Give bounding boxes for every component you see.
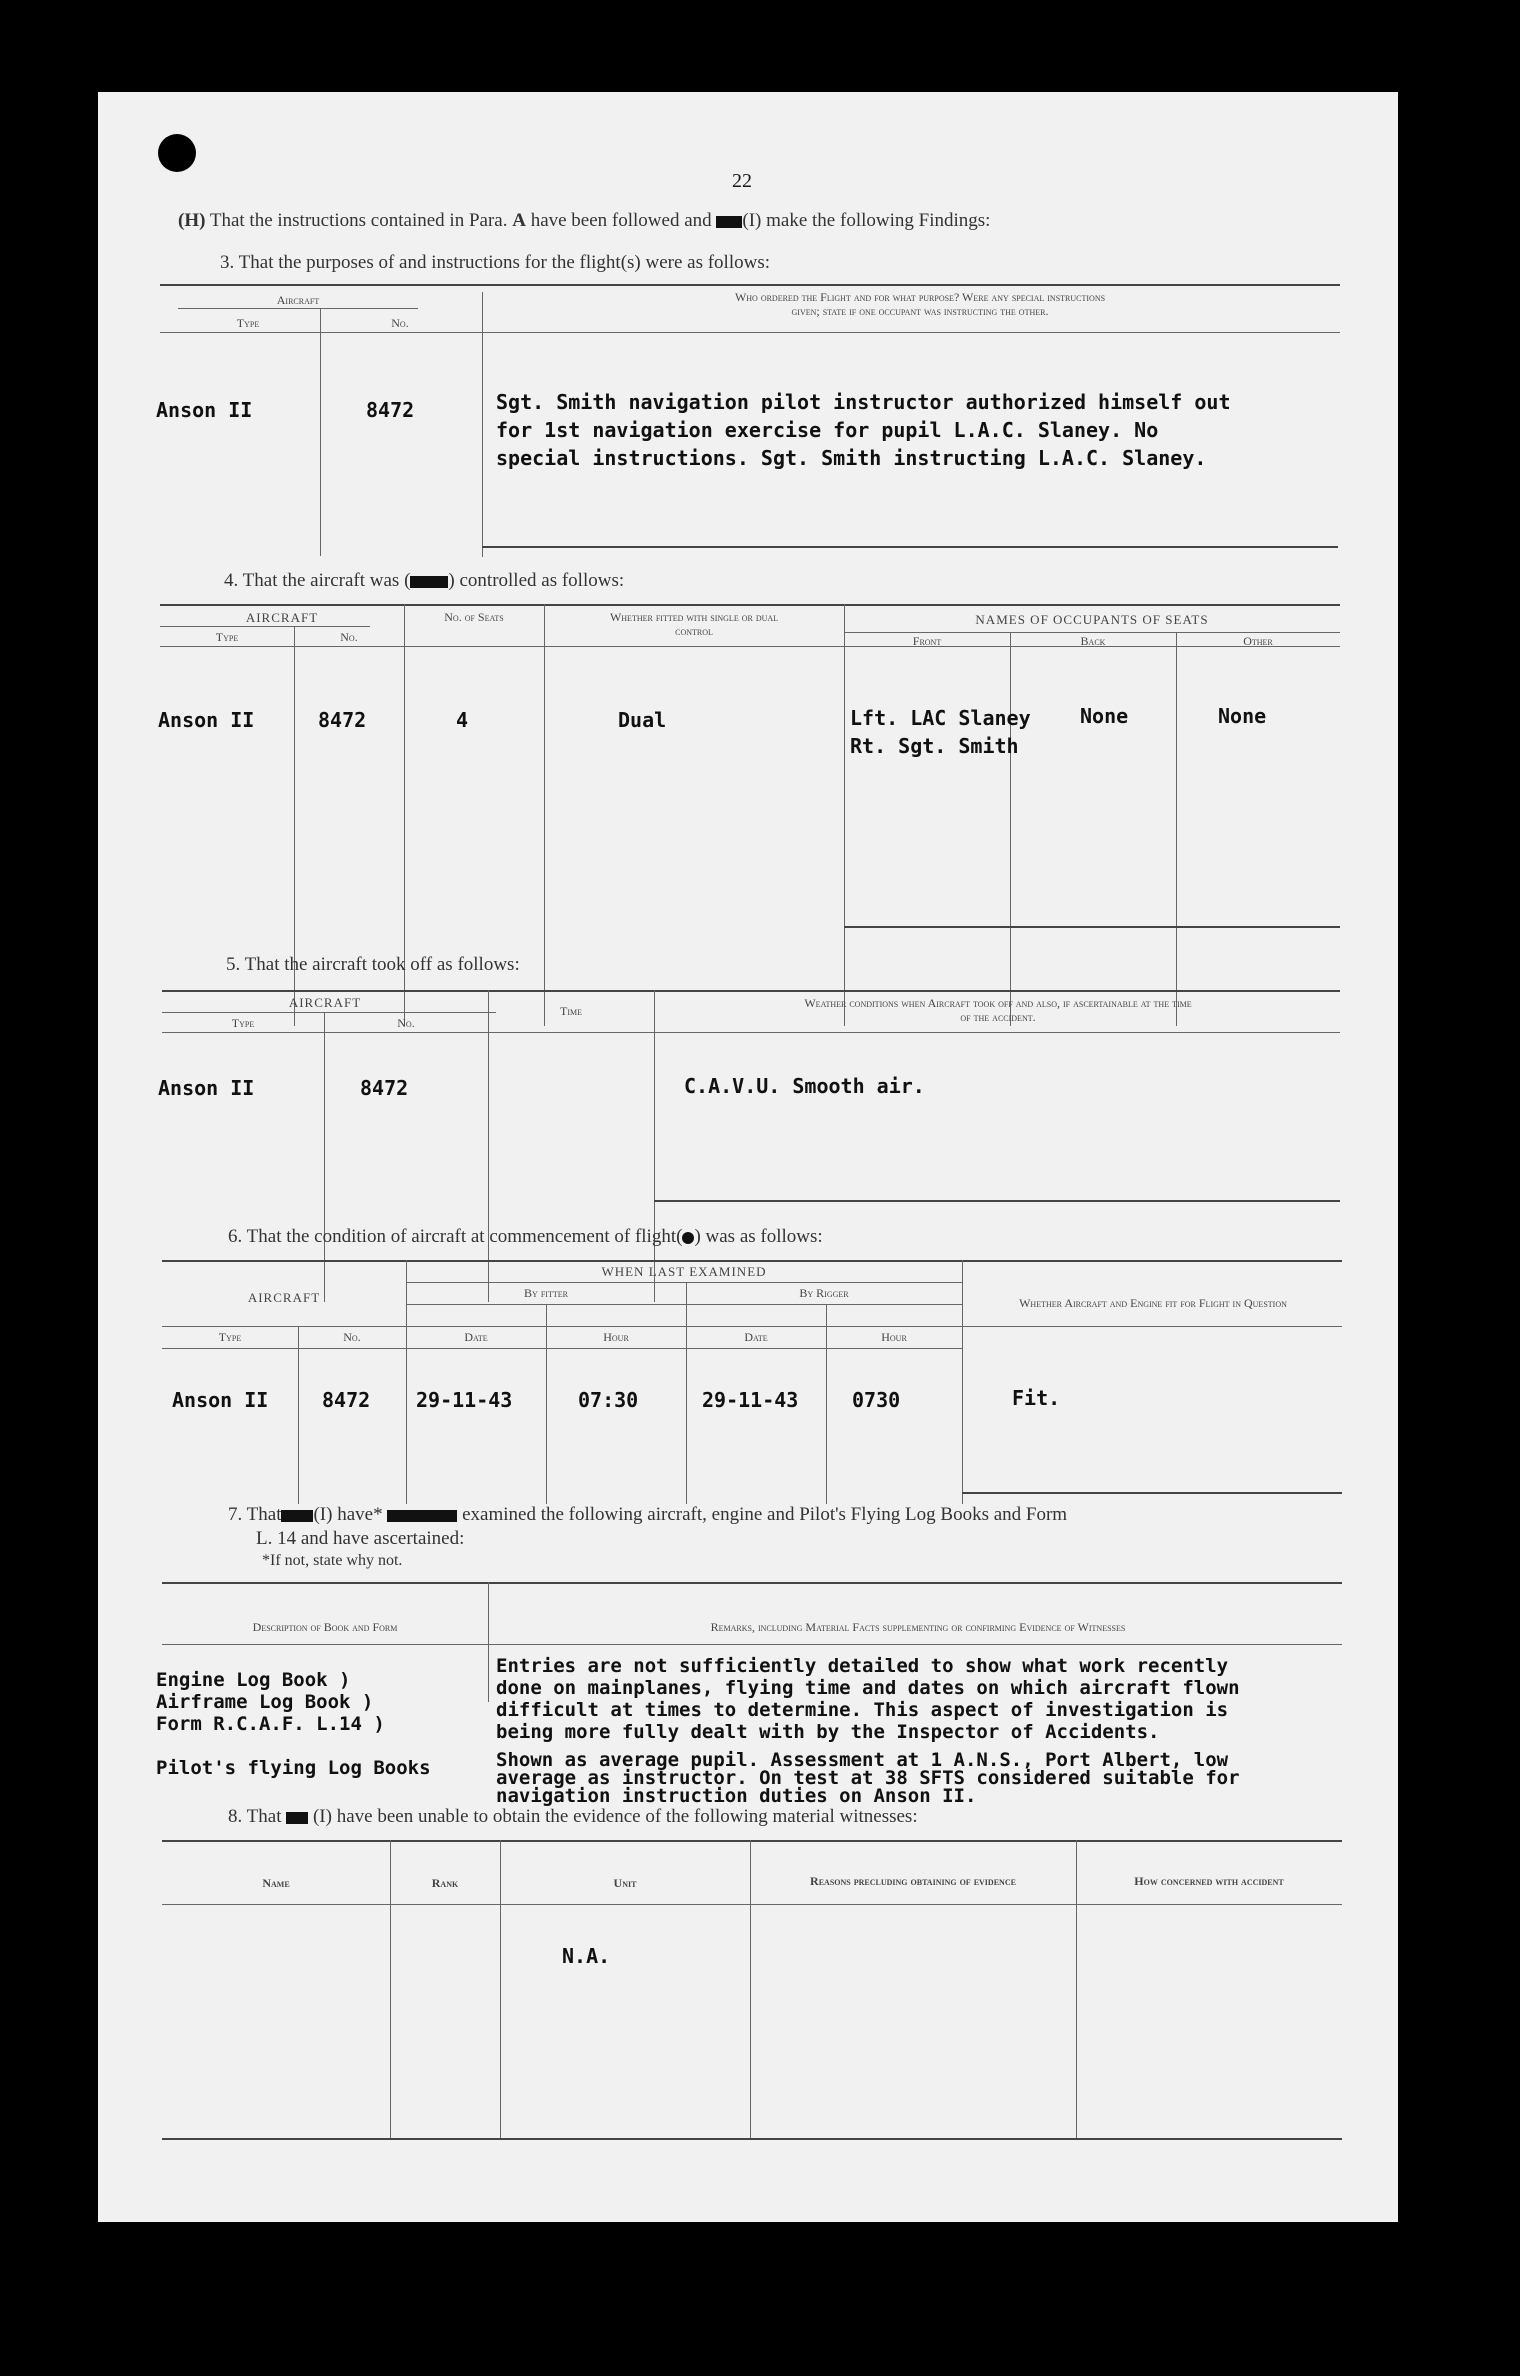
aircraft-type: Anson II [156,398,253,422]
other-occupant: None [1218,704,1267,728]
back-occupant: None [1080,704,1129,728]
findings-statement: (H) That the instructions contained in Para. A have been followed and (I) make the following Findings: [178,210,991,231]
book-name: Engine Log Book ) [156,1669,351,1691]
col-front: Front [912,634,942,648]
col-type: Type [231,1016,255,1030]
book-name: Form R.C.A.F. L.14 ) [156,1713,385,1735]
col-weather: Weather conditions when Aircraft took off and also, if ascertainable at the time of the accident. [804,996,1192,1024]
aircraft-number: 8472 [318,708,367,732]
remarks-line: done on mainplanes, flying time and dates on which aircraft flown [496,1677,1240,1699]
punch-hole [158,134,196,172]
col-how-concerned: How concerned with accident [1134,1874,1284,1888]
col-name: Name [262,1876,290,1890]
aircraft-number: 8472 [366,398,415,422]
col-rank: Rank [431,1876,459,1890]
col-purpose: Who ordered the Flight and for what purpose? Were any special instructions given; state if one occupant was instructing the other. [734,290,1106,318]
redaction-mark [387,1510,457,1522]
col-date: Date [744,1330,768,1344]
aircraft-number: 8472 [322,1388,371,1412]
fit-for-flight: Fit. [1012,1386,1061,1410]
col-aircraft: AIRCRAFT [247,1290,321,1305]
purpose-line: Sgt. Smith navigation pilot instructor authorized himself out [496,390,1231,414]
col-description: Description of Book and Form [252,1620,398,1634]
col-occupants: NAMES OF OCCUPANTS OF SEATS [975,612,1209,627]
col-reasons: Reasons precluding obtaining of evidence [810,1874,1016,1888]
weather-conditions: C.A.V.U. Smooth air. [684,1074,925,1098]
section-7-heading: 7. That (I) have* examined the following aircraft, engine and Pilot's Flying Log Books and Form [228,1504,1068,1525]
col-time: Time [560,1004,582,1018]
purpose-line: for 1st navigation exercise for pupil L.A.C. Slaney. No [496,418,1159,442]
col-when-last-examined: WHEN LAST EXAMINED [601,1264,767,1279]
page-number: 22 [732,170,752,192]
form-page [98,92,1398,2222]
col-aircraft: AIRCRAFT [245,610,319,625]
col-no: No. [397,1016,415,1030]
section-6-heading: 6. That the condition of aircraft at commencement of flight( ) was as follows: [228,1226,823,1247]
col-type: Type [236,316,260,330]
control-type: Dual [618,708,667,732]
book-name: Pilot's flying Log Books [156,1757,431,1779]
fitter-hour: 07:30 [578,1388,639,1412]
col-seats: No. of Seats [444,610,504,624]
remarks-line: Shown as average pupil. Assessment at 1 A.N.S., Port Albert, low [496,1749,1229,1771]
col-other: Other [1243,634,1273,648]
col-by-fitter: By fitter [524,1286,568,1300]
redaction-mark [682,1232,694,1244]
aircraft-type: Anson II [172,1388,269,1412]
col-type: Type [218,1330,242,1344]
aircraft-type: Anson II [158,1076,255,1100]
col-no: No. [343,1330,361,1344]
col-remarks: Remarks, including Material Facts supplementing or confirming Evidence of Witnesses [710,1620,1126,1634]
col-aircraft: Aircraft [276,293,320,307]
col-back: Back [1080,634,1106,648]
section-8-heading: 8. That (I) have been unable to obtain the evidence of the following material witnesses: [228,1806,918,1827]
seat-count: 4 [456,708,469,732]
front-occupant: Rt. Sgt. Smith [850,734,1019,758]
section-7-note: *If not, state why not. [262,1552,403,1569]
purpose-line: special instructions. Sgt. Smith instructing L.A.C. Slaney. [496,446,1207,470]
section-3-heading: 3. That the purposes of and instructions for the flight(s) were as follows: [220,252,771,273]
witness-value: N.A. [562,1944,611,1968]
aircraft-number: 8472 [360,1076,409,1100]
redaction-mark [716,216,742,228]
col-hour: Hour [603,1330,629,1344]
section-7-heading-cont: L. 14 and have ascertained: [256,1528,465,1549]
col-hour: Hour [881,1330,907,1344]
section-4-heading: 4. That the aircraft was ( ) controlled as follows: [224,570,625,591]
aircraft-type: Anson II [158,708,255,732]
col-unit: Unit [613,1876,637,1890]
fitter-date: 29-11-43 [416,1388,513,1412]
col-aircraft: AIRCRAFT [288,995,362,1010]
remarks-line: average as instructor. On test at 38 SFTS considered suitable for [496,1767,1240,1789]
book-name: Airframe Log Book ) [156,1691,374,1713]
remarks-line: Entries are not sufficiently detailed to show what work recently [496,1655,1229,1677]
front-occupant: Lft. LAC Slaney [850,706,1031,730]
col-type: Type [215,630,239,644]
redaction-mark [281,1510,313,1522]
col-fit-for-flight: Whether Aircraft and Engine fit for Flight in Question [1019,1296,1287,1310]
rigger-date: 29-11-43 [702,1388,799,1412]
rigger-hour: 0730 [852,1388,901,1412]
remarks-line: being more fully dealt with by the Inspector of Accidents. [496,1721,1160,1743]
remarks-line: difficult at times to determine. This aspect of investigation is [496,1699,1229,1721]
col-fitted: Whether fitted with single or dual control [609,610,779,638]
col-by-rigger: By Rigger [799,1286,849,1300]
col-no: No. [340,630,358,644]
redaction-mark [410,576,448,588]
redaction-mark [286,1812,308,1824]
col-date: Date [464,1330,488,1344]
col-no: No. [391,316,409,330]
remarks-line: navigation instruction duties on Anson II. [496,1785,977,1807]
section-5-heading: 5. That the aircraft took off as follows: [226,954,520,975]
